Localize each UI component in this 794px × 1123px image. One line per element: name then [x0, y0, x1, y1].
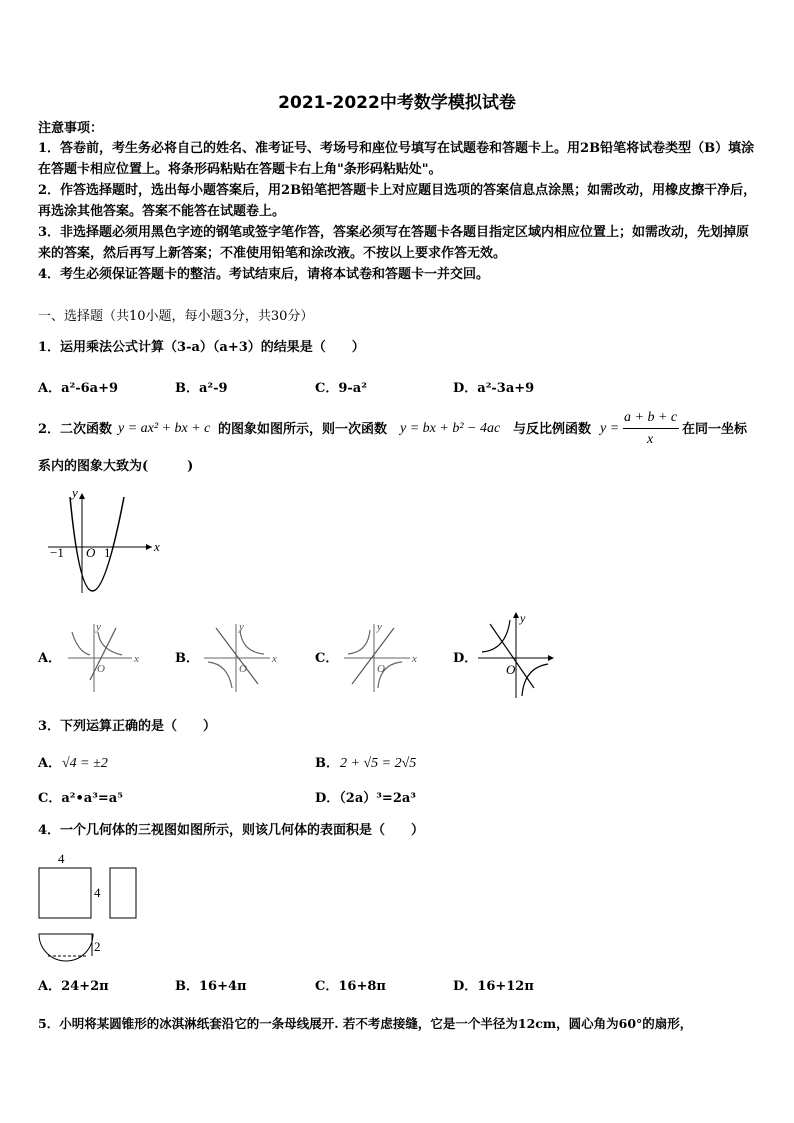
q4-stem: 4．一个几何体的三视图如图所示，则该几何体的表面积是（ ） [38, 823, 425, 838]
dim-side: 4 [94, 885, 101, 900]
q2-option-b-label: B． [175, 651, 199, 666]
q4-option-c: C．16+8π [315, 979, 386, 994]
y-label: y [239, 621, 244, 633]
q4-option-b: B．16+4π [175, 979, 247, 994]
q3-option-a-expr: √4 = ±2 [62, 756, 108, 771]
q2-option-a-label: A． [38, 651, 62, 666]
notice-item-4: 4．考生必须保证答题卡的整洁。考试结束后，请将本试卷和答题卡一并交回。 [38, 267, 490, 282]
x-label: x [272, 653, 277, 665]
q2-linear-expr: y = bx + b² − 4ac [400, 421, 501, 436]
line [352, 628, 394, 684]
parabola-curve [70, 497, 124, 591]
q1-option-d: D．a²-3a+9 [453, 381, 535, 396]
q2-fraction-numerator: a + b + c [624, 410, 678, 425]
origin-label: O [97, 663, 105, 675]
q2-option-d-label: D． [453, 651, 478, 666]
origin-label: O [239, 663, 247, 675]
hyperbola-branch [98, 632, 122, 655]
notice-heading: 注意事项： [38, 121, 104, 136]
x-label: x [154, 539, 160, 554]
q2-option-c-graph [338, 618, 423, 698]
q3-option-c: C．a²•a³=a⁵ [38, 791, 123, 806]
line [216, 628, 258, 684]
q3-option-b-expr: 2 + √5 = 2√5 [340, 756, 417, 771]
q1-option-b: B．a²-9 [175, 381, 228, 396]
origin-label: O [506, 662, 516, 677]
q2-stem-part2: 的图象如图所示，则一次函数 [218, 422, 388, 437]
q2-stem-part1: 2．二次函数 [38, 422, 113, 437]
y-label: y [72, 485, 78, 500]
q3-option-b-label: B． [315, 756, 339, 771]
y-label: y [96, 621, 101, 633]
hyperbola-branch [240, 630, 264, 654]
line [490, 624, 534, 688]
q2-stem-line2: 系内的图象大致为( ) [38, 459, 194, 474]
q3-option-d: D．（2a）³=2a³ [315, 791, 416, 806]
top-view [39, 934, 93, 961]
notice-item-3: 3．非选择题必须用黑色字迹的钢笔或签字笔作答，答案必须写在答题卡各题目指定区域内相应位置上；如需改动，先划掉原来的答案，然后再写上新答案；不准使用铅笔和涂改液。不按以上要求作答无效。 [38, 225, 750, 261]
q2-option-b-graph [198, 618, 283, 698]
notice-item-2: 2．作答选择题时，选出每小题答案后，用2B铅笔把答题卡上对应题目选项的答案信息点涂黑；如需改动，用橡皮擦干净后，再选涂其他答案。答案不能答在试题卷上。 [38, 183, 757, 219]
q2-stem-part3: 与反比例函数 [513, 422, 592, 437]
x-axis-arrow [146, 544, 152, 550]
x-label: x [134, 653, 139, 665]
q5-stem: 5．小明将某圆锥形的冰淇淋纸套沿它的一条母线展开. 若不考虑接缝，它是一个半径为12cm，圆心角为60°的扇形， [38, 1016, 693, 1031]
front-view [39, 868, 91, 918]
q2-quadratic-expr: y = ax² + bx + c [118, 421, 211, 436]
y-axis-arrow [79, 493, 85, 499]
side-view [110, 868, 136, 918]
origin-label: O [377, 663, 385, 675]
dim-top: 4 [58, 851, 65, 866]
q4-option-d: D．16+12π [453, 979, 534, 994]
q2-parabola-graph [44, 485, 174, 600]
q2-option-d-graph [476, 610, 561, 702]
q1-option-c: C．9-a² [315, 381, 367, 396]
q2-fraction-lhs: y = [600, 421, 620, 436]
hyperbola-branch [522, 664, 548, 696]
q2-option-a-graph [62, 618, 147, 698]
y-axis-arrow [513, 612, 519, 618]
q2-stem-part4: 在同一坐标 [682, 422, 748, 437]
q2-fraction-bar [623, 428, 679, 429]
origin-label: O [86, 545, 96, 560]
notice-item-1: 1．答卷前，考生务必将自己的姓名、准考证号、考场号和座位号填写在试题卷和答题卡上。用2B铅笔将试卷类型（B）填涂在答题卡相应位置上。将条形码粘贴在答题卡右上角"条形码粘贴处"。 [38, 141, 755, 177]
one-label: 1 [104, 545, 111, 560]
dim-bottom: 2 [94, 939, 101, 954]
q3-option-a-label: A． [38, 756, 62, 771]
q4-option-a: A．24+2π [38, 979, 109, 994]
x-axis-arrow [548, 655, 554, 661]
y-label: y [377, 621, 382, 633]
q2-fraction-denominator: x [647, 432, 654, 447]
hyperbola-branch [348, 630, 370, 654]
q2-option-c-label: C． [315, 651, 339, 666]
neg-one-label: −1 [50, 545, 64, 560]
x-label: x [412, 653, 417, 665]
section-heading: 一、选择题（共10小题，每小题3分，共30分） [38, 309, 314, 324]
exam-title: 2021-2022中考数学模拟试卷 [278, 93, 516, 113]
q1-stem: 1．运用乘法公式计算（3-a）（a+3）的结果是（ ） [38, 340, 365, 355]
hyperbola-branch [72, 632, 90, 655]
hyperbola-branch [208, 662, 232, 688]
q1-option-a: A．a²-6a+9 [38, 381, 119, 396]
q3-stem: 3．下列运算正确的是（ ） [38, 719, 217, 734]
y-label: y [520, 611, 526, 625]
q4-three-views [36, 850, 156, 970]
